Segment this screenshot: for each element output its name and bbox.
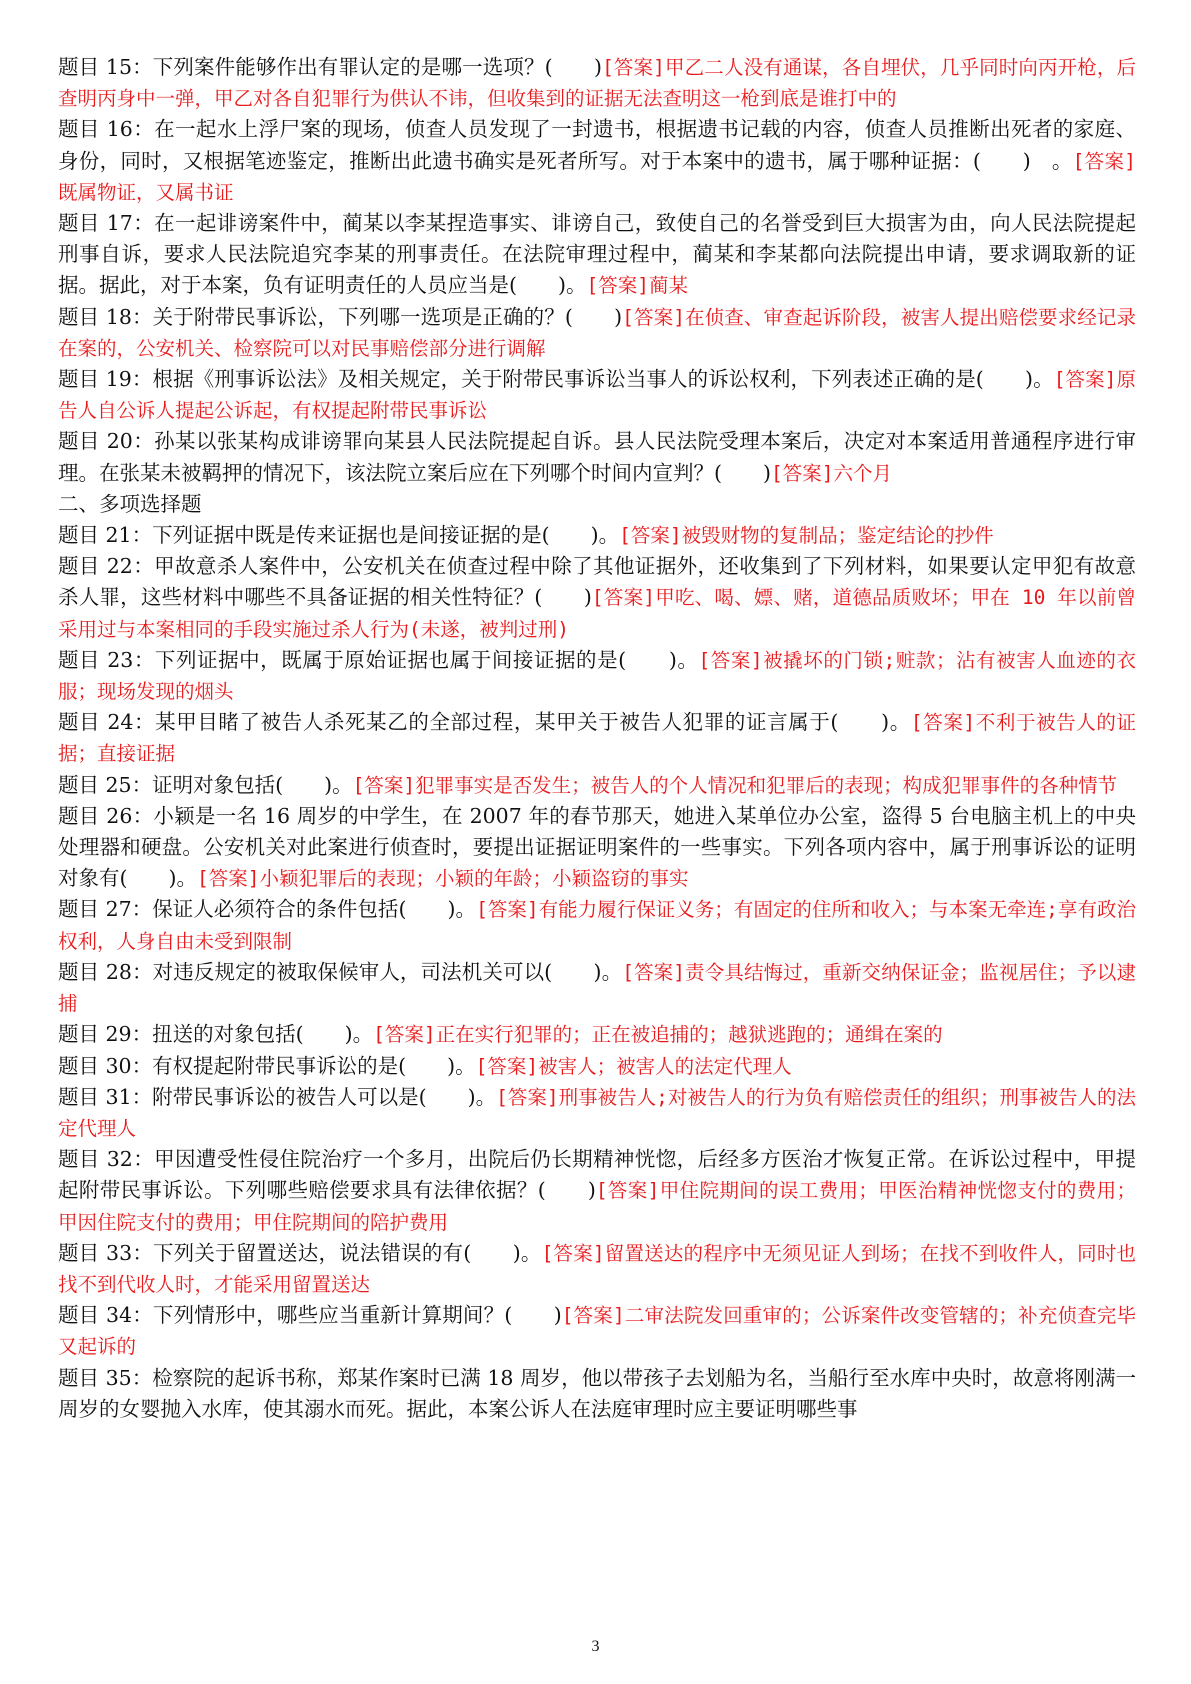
question-31 bbox=[58, 1082, 1136, 1144]
question-20 bbox=[58, 426, 1136, 488]
question-text: 题目 32：甲因遭受性侵住院治疗一个多月，出院后仍长期精神恍惚，后经多方医治才恢复正常。在诉讼过程中，甲提起附带民事诉讼。下列哪些赔偿要求具有法律依据？( ) bbox=[58, 1147, 1136, 1203]
answer-text: [答案]被害人；被害人的法定代理人 bbox=[475, 1054, 792, 1078]
answer-text: [答案]在侦查、审查起诉阶段，被害人提出赔偿要求经记录在案的，公安机关、检察院可以对民事赔偿部分进行调解 bbox=[58, 305, 1136, 360]
answer-text: [答案]责令具结悔过，重新交纳保证金；监视居住；予以逮捕 bbox=[58, 960, 1136, 1016]
question-28 bbox=[58, 957, 1136, 1019]
question-23 bbox=[58, 645, 1136, 707]
question-text: 题目 23：下列证据中，既属于原始证据也属于间接证据的是( )。 bbox=[58, 647, 699, 672]
question-text: 题目 29：扭送的对象包括( )。 bbox=[58, 1022, 374, 1047]
question-text: 题目 15：下列案件能够作出有罪认定的是哪一选项？( ) bbox=[58, 55, 603, 79]
answer-text: [答案]蔺某 bbox=[586, 274, 688, 298]
question-text: 题目 25：证明对象包括( )。 bbox=[58, 772, 353, 797]
question-16 bbox=[58, 114, 1136, 208]
question-text: 题目 17：在一起诽谤案件中，蔺某以李某捏造事实、诽谤自己，致使自己的名誉受到巨大损害为由，向人民法院提起刑事自诉，要求人民法院追究李某的刑事责任。在法院审理过程中，蔺某和李某都向法院提出申请，要求调取新的证据。据此，对于本案，负有证明责任的人员应当是( )。 bbox=[58, 211, 1136, 298]
question-29 bbox=[58, 1019, 1136, 1050]
question-18 bbox=[58, 302, 1136, 364]
answer-text: [答案]二审法院发回重审的；公诉案件改变管辖的；补充侦查完毕又起诉的 bbox=[58, 1304, 1136, 1359]
answer-text: [答案]小颖犯罪后的表现；小颖的年龄；小颖盗窃的事实 bbox=[197, 867, 689, 891]
question-21 bbox=[58, 520, 1136, 551]
question-text: 题目 18：关于附带民事诉讼，下列哪一选项是正确的？( ) bbox=[58, 304, 623, 329]
question-22 bbox=[58, 551, 1136, 645]
question-text: 题目 31：附带民事诉讼的被告人可以是( )。 bbox=[58, 1084, 497, 1109]
question-text: 题目 22：甲故意杀人案件中，公安机关在侦查过程中除了其他证据外，还收集到了下列材料，如果要认定甲犯有故意杀人罪，这些材料中哪些不具备证据的相关性特征？( ) bbox=[58, 554, 1136, 610]
question-32 bbox=[58, 1144, 1136, 1238]
question-text: 题目 30：有权提起附带民事诉讼的是( )。 bbox=[58, 1053, 476, 1078]
question-17 bbox=[58, 208, 1136, 302]
answer-text: [答案]既属物证，又属书证 bbox=[58, 149, 1136, 204]
question-34 bbox=[58, 1300, 1136, 1362]
question-text: 题目 26：小颖是一名 16 周岁的中学生，在 2007 年的春节那天，她进入某单位办公室，盗得 5 台电脑主机上的中央处理器和硬盘。公安机关对此案进行侦查时，要提出证据证明案件的一些事实。下列各项内容中，属于刑事诉讼的证明对象有( )。 bbox=[58, 803, 1136, 891]
document-body bbox=[58, 52, 1136, 1425]
question-27 bbox=[58, 894, 1136, 956]
page-number: 3 bbox=[591, 1638, 600, 1655]
answer-text: [答案]有能力履行保证义务；有固定的住所和收入；与本案无牵连;享有政治权利，人身自由未受到限制 bbox=[58, 898, 1136, 953]
question-19 bbox=[58, 364, 1136, 426]
question-text: 题目 21：下列证据中既是传来证据也是间接证据的是( )。 bbox=[58, 523, 620, 548]
question-text: 题目 34：下列情形中，哪些应当重新计算期间？( ) bbox=[58, 1303, 562, 1328]
question-24 bbox=[58, 707, 1136, 769]
question-33 bbox=[58, 1238, 1136, 1300]
answer-text: [答案]甲乙二人没有通谋，各自埋伏，几乎同时向丙开枪，后查明丙身中一弹，甲乙对各自犯罪行为供认不讳，但收集到的证据无法查明这一枪到底是谁打中的 bbox=[58, 56, 1136, 111]
question-35 bbox=[58, 1363, 1136, 1425]
question-text: 题目 19：根据《刑事诉讼法》及相关规定，关于附带民事诉讼当事人的诉讼权利，下列表述正确的是( )。 bbox=[58, 367, 1054, 392]
question-text: 题目 35：检察院的起诉书称，郑某作案时已满 18 周岁，他以带孩子去划船为名，当船行至水库中央时，故意将刚满一周岁的女婴抛入水库，使其溺水而死。据此，本案公诉人在法庭审理时应主要证明哪些事 bbox=[58, 1365, 1136, 1421]
answer-text: [答案]被毁财物的复制品；鉴定结论的抄件 bbox=[619, 524, 994, 548]
answer-text: [答案]正在实行犯罪的；正在被追捕的；越狱逃跑的；通缉在案的 bbox=[373, 1023, 943, 1047]
answer-text: [答案]甲吃、喝、嫖、赌，道德品质败坏；甲在 10 年以前曾采用过与本案相同的手段实施过杀人行为(未遂，被判过刑) bbox=[58, 586, 1136, 641]
question-text: 题目 24：某甲目睹了被告人杀死某乙的全部过程，某甲关于被告人犯罪的证言属于( )。 bbox=[58, 710, 911, 735]
question-text: 题目 16：在一起水上浮尸案的现场，侦查人员发现了一封遗书，根据遗书记载的内容，侦查人员推断出死者的家庭、身份，同时，又根据笔迹鉴定，推断出此遗书确实是死者所写。对于本案中的遗书，属于哪种证据：( ) 。 bbox=[58, 117, 1136, 173]
question-15 bbox=[58, 52, 1136, 114]
section-heading: 二、多项选择题 bbox=[58, 491, 202, 516]
answer-text: [答案]甲住院期间的误工费用；甲医治精神恍惚支付的费用；甲因住院支付的费用；甲住院期间的陪护费用 bbox=[58, 1179, 1136, 1234]
answer-text: [答案]刑事被告人;对被告人的行为负有赔偿责任的组织；刑事被告人的法定代理人 bbox=[58, 1085, 1136, 1140]
answer-text: [答案]犯罪事实是否发生；被告人的个人情况和犯罪后的表现；构成犯罪事件的各种情节 bbox=[352, 773, 1118, 797]
question-25 bbox=[58, 770, 1136, 801]
answer-text: [答案]六个月 bbox=[771, 461, 892, 485]
question-text: 题目 33：下列关于留置送达，说法错误的有( )。 bbox=[58, 1240, 542, 1265]
answer-text: [答案]原告人自公诉人提起公诉起，有权提起附带民事诉讼 bbox=[58, 368, 1136, 423]
answer-text: [答案]不利于被告人的证据；直接证据 bbox=[58, 711, 1136, 766]
answer-text: [答案]被撬坏的门锁;赃款；沾有被害人血迹的衣服；现场发现的烟头 bbox=[58, 648, 1136, 704]
question-text: 题目 20：孙某以张某构成诽谤罪向某县人民法院提起自诉。县人民法院受理本案后，决定对本案适用普通程序进行审理。在张某未被羁押的情况下，该法院立案后应在下列哪个时间内宣判？( ) bbox=[58, 429, 1136, 485]
question-text: 题目 28：对违反规定的被取保候审人，司法机关可以( )。 bbox=[58, 959, 623, 984]
answer-text: [答案]留置送达的程序中无须见证人到场；在找不到收件人，同时也找不到代收人时，才能采用留置送达 bbox=[58, 1241, 1136, 1296]
question-26 bbox=[58, 801, 1136, 895]
question-30 bbox=[58, 1051, 1136, 1082]
question-text: 题目 27：保证人必须符合的条件包括( )。 bbox=[58, 897, 477, 922]
